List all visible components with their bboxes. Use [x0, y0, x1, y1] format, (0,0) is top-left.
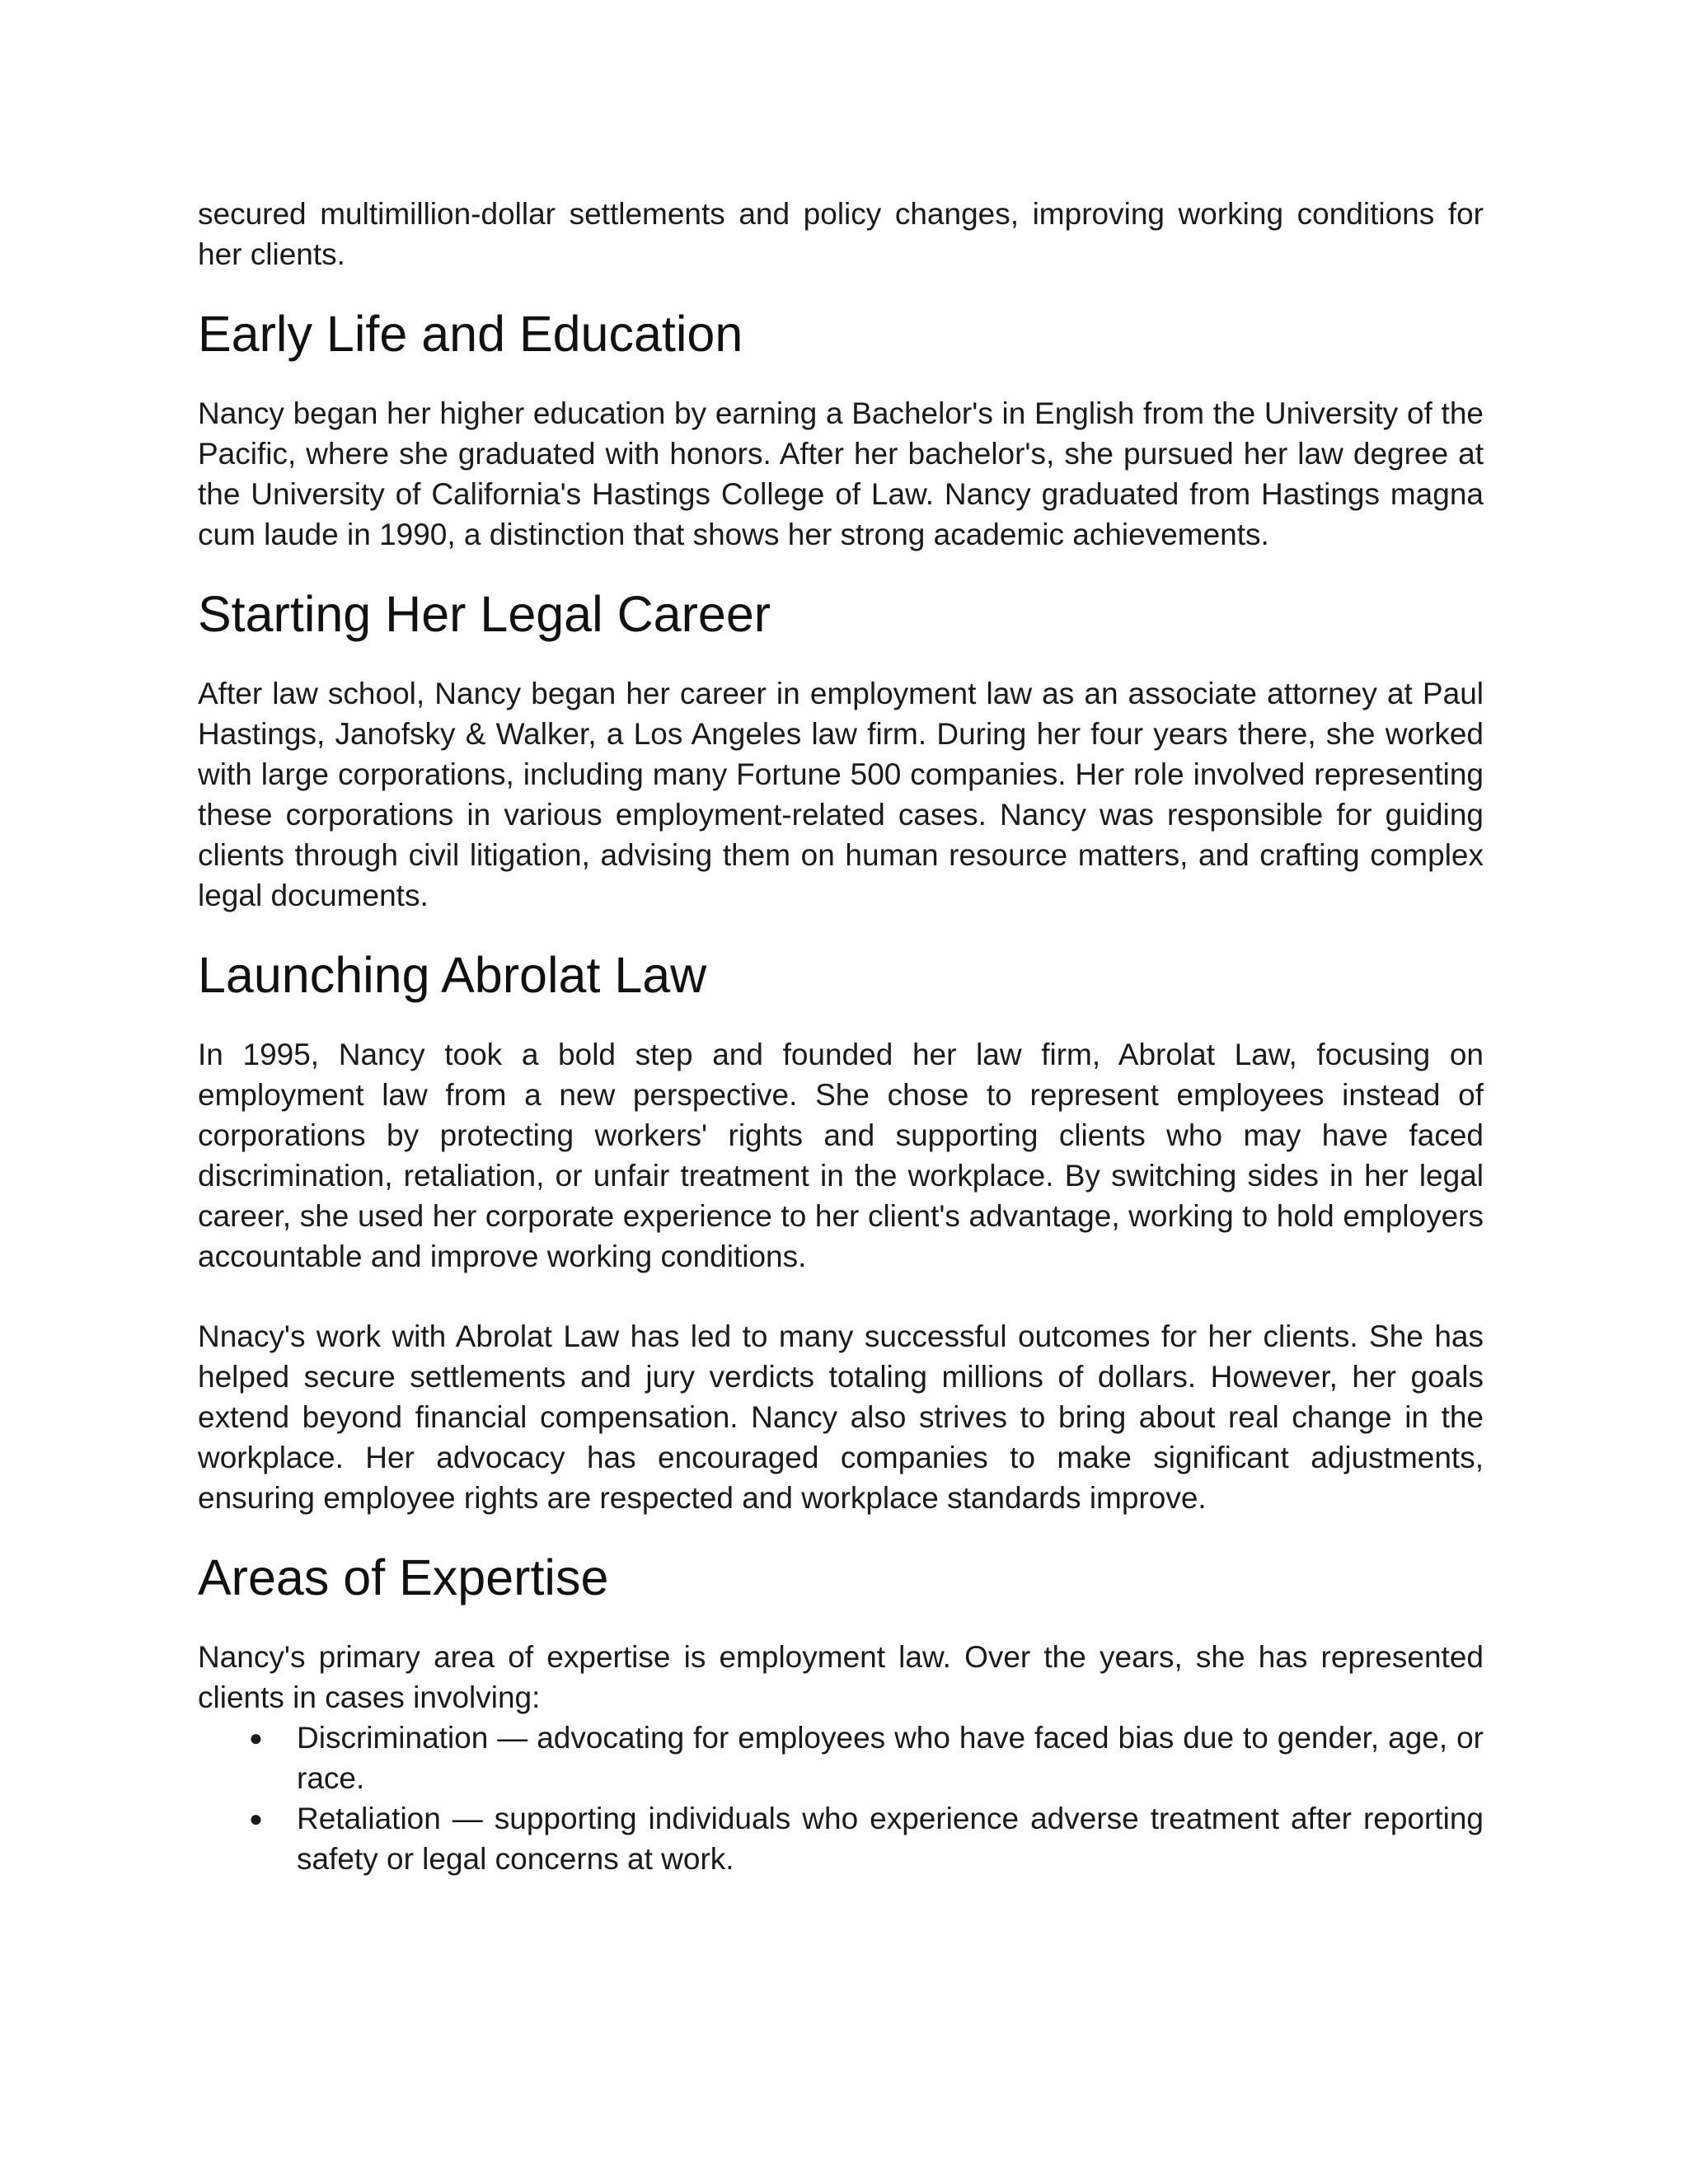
list-item-text: Retaliation — supporting individuals who experience adverse treatment after reporting safety or legal concerns at work.: [297, 1802, 1484, 1876]
paragraph-legal-career: After law school, Nancy began her career in employment law as an associate attorney at Paul Hastings, Janofsky & Walker, a Los Angeles law firm. During her four years there, she worked with large corporations, including many Fortune 500 companies. Her role involved representing these corporations in various employment-related cases. Nancy was responsible for guiding clients through civil litigation, advising them on human resource matters, and crafting complex legal documents.: [198, 677, 1484, 912]
heading-expertise: Areas of Expertise: [198, 1549, 609, 1605]
paragraph-expertise-intro: Nancy's primary area of expertise is employment law. Over the years, she has represented clients in cases involving:: [198, 1640, 1484, 1714]
heading-early-life: Early Life and Education: [198, 306, 743, 362]
bullet-icon: ●: [249, 1806, 263, 1831]
paragraph-early-life: Nancy began her higher education by earning a Bachelor's in English from the University of the Pacific, where she graduated with honors. After her bachelor's, she pursued her law degree at the University of California's Hastings College of Law. Nancy graduated from Hastings magna cum laude in 1990, a distinction that shows her strong academic achievements.: [198, 396, 1484, 551]
heading-abrolat-law: Launching Abrolat Law: [198, 947, 707, 1003]
paragraph-abrolat-law-2: Nnacy's work with Abrolat Law has led to many successful outcomes for her clients. She has helped secure settlements and jury verdicts totaling millions of dollars. However, her goals extend beyond financial compensation. Nancy also strives to bring about real change in the workplace. Her advocacy has encouraged companies to make significant adjustments, ensuring employee rights are respected and workplace standards improve.: [198, 1319, 1484, 1515]
list-item: [198, 1798, 1484, 1879]
bullet-icon: ●: [249, 1725, 263, 1750]
expertise-list: [198, 1718, 1484, 1879]
list-item: [198, 1718, 1484, 1798]
intro-paragraph: secured multimillion-dollar settlements and policy changes, improving working conditions for her clients.: [198, 197, 1484, 271]
list-item-text: Discrimination — advocating for employees who have faced bias due to gender, age, or race.: [297, 1721, 1484, 1795]
document-page: [198, 194, 1484, 1879]
heading-legal-career: Starting Her Legal Career: [198, 586, 771, 642]
paragraph-abrolat-law-1: In 1995, Nancy took a bold step and founded her law firm, Abrolat Law, focusing on employment law from a new perspective. She chose to represent employees instead of corporations by protecting workers' rights and supporting clients who may have faced discrimination, retaliation, or unfair treatment in the workplace. By switching sides in her legal career, she used her corporate experience to her client's advantage, working to hold employers accountable and improve working conditions.: [198, 1038, 1484, 1273]
